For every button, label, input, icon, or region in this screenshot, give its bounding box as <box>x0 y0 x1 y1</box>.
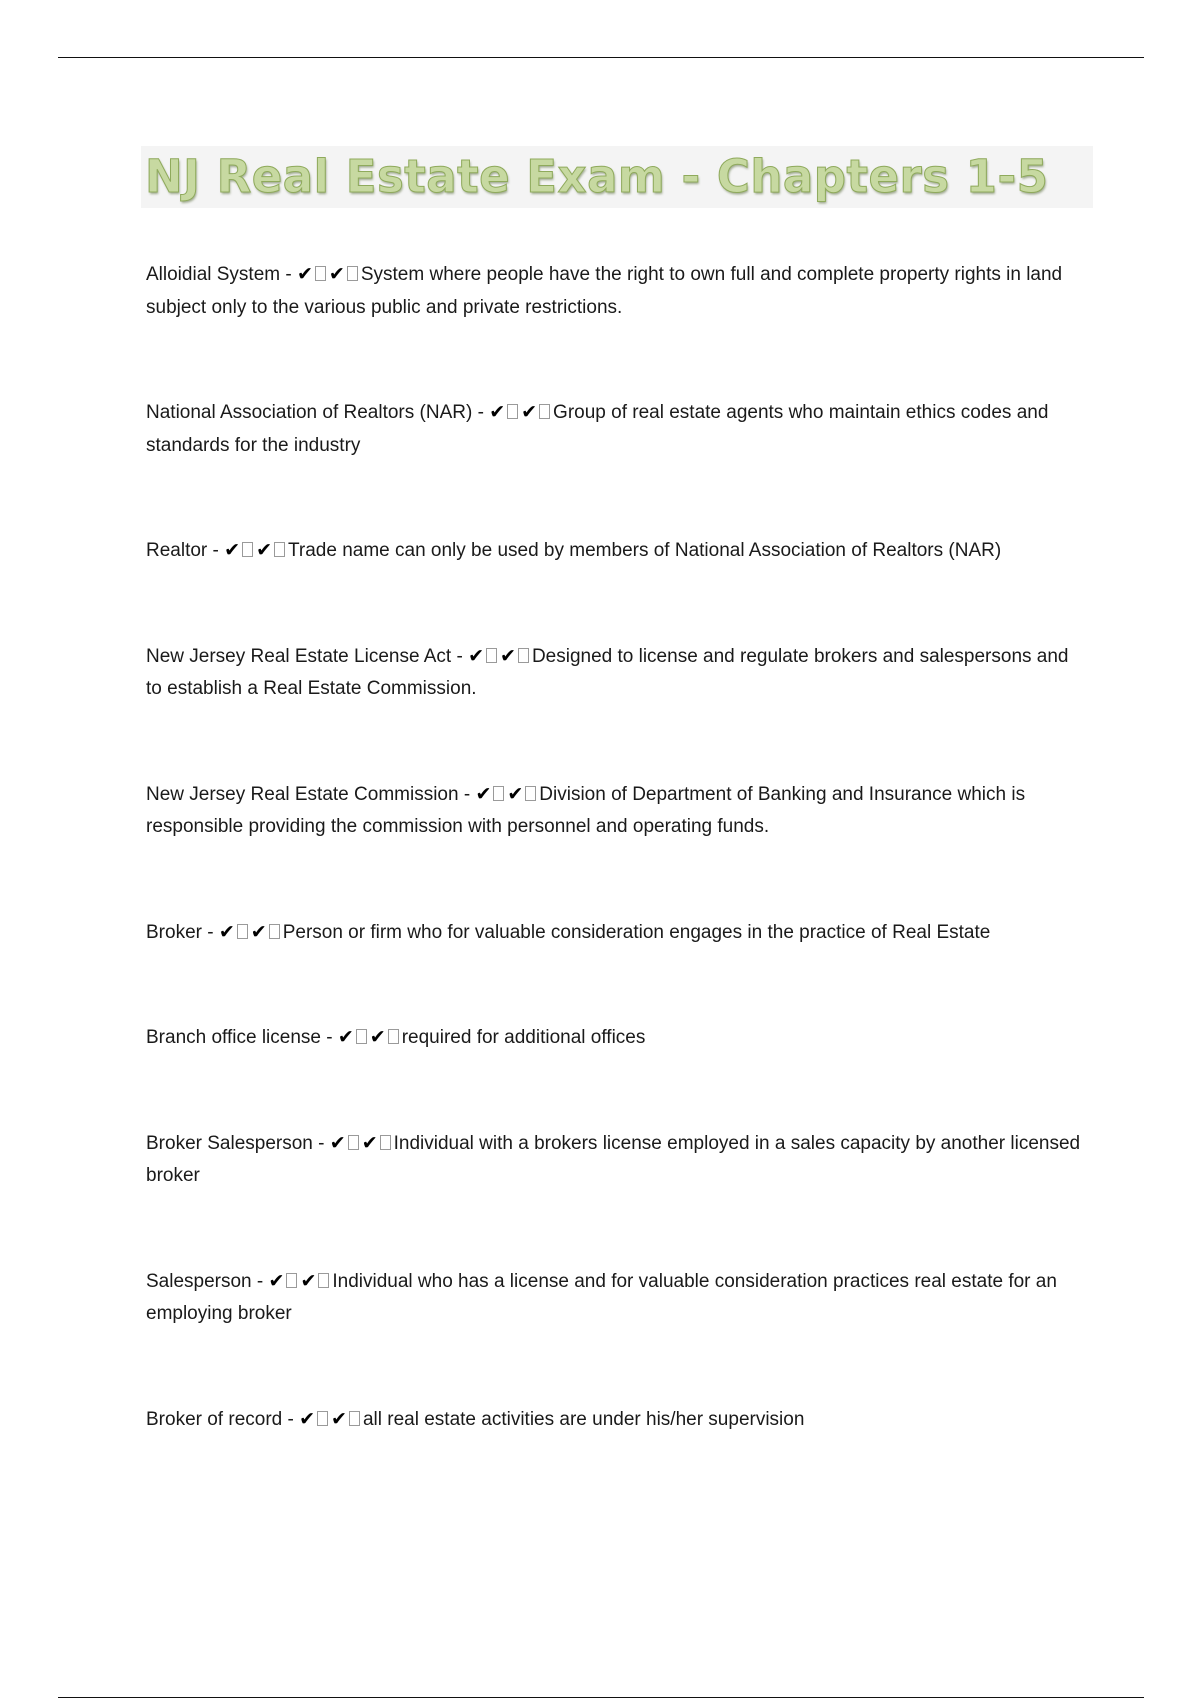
check-mark-icon: ✔ <box>507 782 524 805</box>
check-mark-icon: ✔ <box>297 263 313 285</box>
empty-box-icon <box>274 542 285 557</box>
entry-definition: all real estate activities are under his/her supervision <box>362 1408 805 1430</box>
entry-definition: Individual who has a license and for valuable consideration practices real estate for an employing broker <box>146 1270 1057 1324</box>
term-separator: - <box>472 402 490 423</box>
empty-box-icon <box>317 1411 328 1426</box>
check-mark-icon: ✔ <box>250 920 267 943</box>
flashcard-entry <box>146 1403 1086 1437</box>
flashcard-entry <box>146 916 1086 950</box>
entry-term: Broker of record <box>146 1408 283 1430</box>
check-mark-icon: ✔ <box>300 1269 317 1292</box>
empty-box-icon <box>349 1411 360 1426</box>
check-mark-icon: ✔ <box>224 539 241 561</box>
entry-term: Broker Salesperson <box>146 1132 313 1154</box>
check-mark-icon: ✔ <box>328 263 345 285</box>
empty-box-icon <box>356 1029 367 1044</box>
entry-definition: Person or firm who for valuable consideration engages in the practice of Real Estate <box>282 921 991 943</box>
term-separator: - <box>201 921 219 943</box>
flashcard-entry <box>146 396 1086 462</box>
term-separator: - <box>282 1408 300 1430</box>
entry-term: National Association of Realtors (NAR) <box>146 402 473 423</box>
entry-term: New Jersey Real Estate License Act <box>146 645 452 667</box>
flashcard-entry <box>146 1127 1086 1193</box>
entry-definition: Group of real estate agents who maintain ethics codes and standards for the industry <box>146 402 1049 456</box>
term-separator: - <box>251 1270 269 1292</box>
flashcard-entry <box>146 1265 1086 1331</box>
empty-box-icon <box>237 924 248 939</box>
empty-box-icon <box>486 648 497 663</box>
check-mark-icon: ✔ <box>268 1269 285 1292</box>
entry-term: Broker <box>146 921 202 943</box>
entry-definition: System where people have the right to own full and complete property rights in land subject only to the various public and private restrictions. <box>146 264 1063 318</box>
document-title: NJ Real Estate Exam - Chapters 1-5 <box>145 150 1049 203</box>
check-mark-icon: ✔ <box>500 644 516 667</box>
term-separator: - <box>320 1027 338 1048</box>
entry-definition: Trade name can only be used by members of National Association of Realtors (NAR) <box>287 540 1002 561</box>
check-mark-icon: ✔ <box>369 1026 386 1048</box>
flashcard-entry <box>146 778 1086 844</box>
empty-box-icon <box>493 786 504 801</box>
entry-term: Salesperson <box>146 1270 252 1292</box>
flashcard-list <box>146 258 1086 1508</box>
flashcard-entry <box>146 1021 1086 1055</box>
empty-box-icon <box>539 404 550 419</box>
check-mark-icon: ✔ <box>489 401 506 423</box>
entry-term: Alloidial System <box>146 264 281 285</box>
entry-definition: Designed to license and regulate brokers and salespersons and to establish a Real Estate Commission. <box>146 645 1069 699</box>
empty-box-icon <box>518 648 529 663</box>
empty-box-icon <box>525 786 536 801</box>
check-mark-icon: ✔ <box>361 1131 378 1154</box>
empty-box-icon <box>507 404 518 419</box>
empty-box-icon <box>380 1135 391 1150</box>
term-separator: - <box>207 540 225 561</box>
check-mark-icon: ✔ <box>256 539 272 561</box>
empty-box-icon <box>347 266 358 281</box>
flashcard-entry <box>146 258 1086 324</box>
entry-term: New Jersey Real Estate Commission <box>146 783 459 805</box>
check-mark-icon: ✔ <box>331 1407 347 1430</box>
term-separator: - <box>312 1132 330 1154</box>
term-separator: - <box>458 783 476 805</box>
check-mark-icon: ✔ <box>337 1026 354 1048</box>
check-mark-icon: ✔ <box>475 782 492 805</box>
empty-box-icon <box>315 266 326 281</box>
check-mark-icon: ✔ <box>299 1407 316 1430</box>
check-mark-icon: ✔ <box>468 644 485 667</box>
bottom-rule <box>58 1697 1144 1698</box>
empty-box-icon <box>269 924 280 939</box>
empty-box-icon <box>318 1273 329 1288</box>
entry-term: Branch office license <box>146 1027 321 1048</box>
entry-definition: Individual with a brokers license employed in a sales capacity by another licensed broker <box>146 1132 1081 1186</box>
empty-box-icon <box>348 1135 359 1150</box>
top-rule <box>58 57 1144 58</box>
term-separator: - <box>280 264 297 285</box>
check-mark-icon: ✔ <box>521 401 538 423</box>
entry-term: Realtor <box>146 540 208 561</box>
entry-definition: required for additional offices <box>401 1027 646 1048</box>
check-mark-icon: ✔ <box>329 1131 346 1154</box>
empty-box-icon <box>388 1029 399 1044</box>
empty-box-icon <box>286 1273 297 1288</box>
check-mark-icon: ✔ <box>218 920 235 943</box>
flashcard-entry <box>146 534 1086 568</box>
term-separator: - <box>451 645 469 667</box>
flashcard-entry <box>146 640 1086 706</box>
entry-definition: Division of Department of Banking and Insurance which is responsible providing the commission with personnel and operating funds. <box>146 783 1026 837</box>
empty-box-icon <box>242 542 253 557</box>
